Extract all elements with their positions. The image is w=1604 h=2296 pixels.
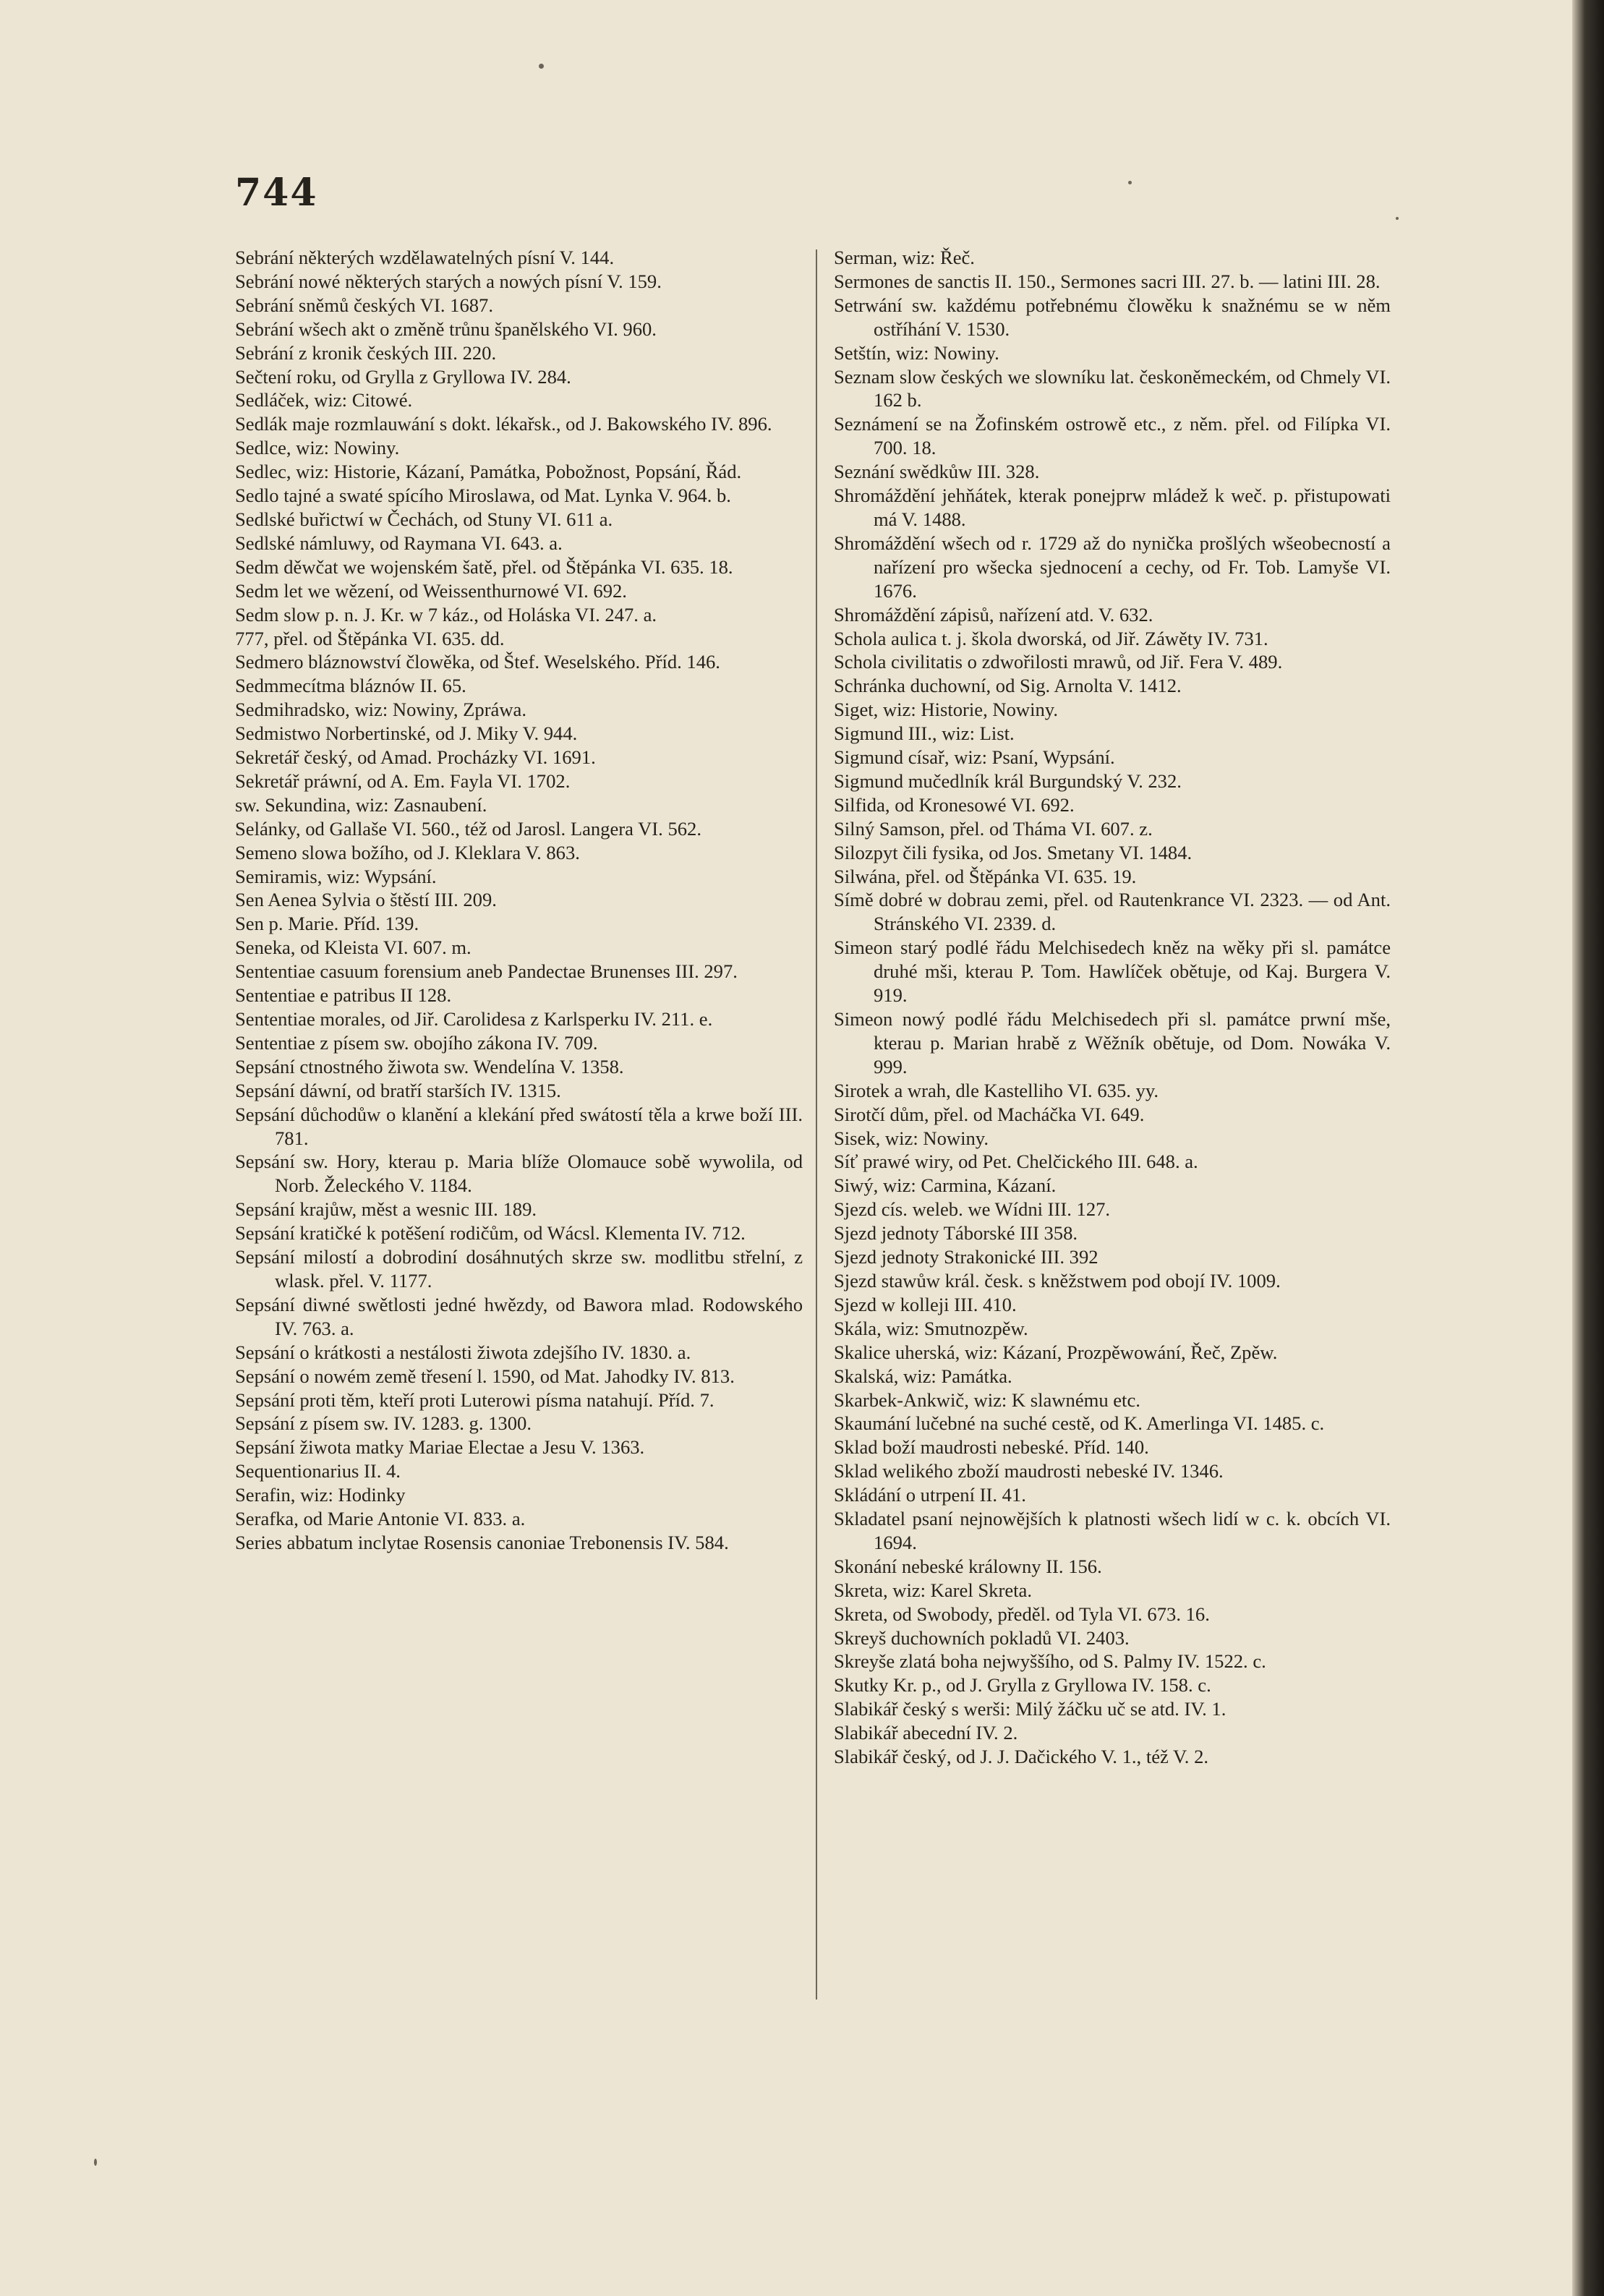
index-entry: Simeon nowý podlé řádu Melchisedech při sl. památce prwní mše, kterau p. Marian hrabě z Wěžník obětuje, od Dom. Nowáka V. 999. bbox=[834, 1008, 1391, 1077]
paper-speck bbox=[1396, 217, 1399, 220]
index-entry: Skreyše zlatá boha nejwyššího, od S. Palmy IV. 1522. c. bbox=[834, 1650, 1266, 1673]
index-entry: Sedlské námluwy, od Raymana VI. 643. a. bbox=[235, 532, 563, 554]
index-entry: Skonání nebeské králowny II. 156. bbox=[834, 1555, 1102, 1577]
index-entry: sw. Sekundina, wiz: Zasnaubení. bbox=[235, 793, 487, 816]
index-entry: Sepsání diwné swětlosti jedné hwězdy, od Bawora mlad. Rodowského IV. 763. a. bbox=[235, 1293, 803, 1339]
index-entry: Sjezd w kolleji III. 410. bbox=[834, 1293, 1017, 1315]
index-entry: Sisek, wiz: Nowiny. bbox=[834, 1127, 989, 1149]
index-entry: Sermones de sanctis II. 150., Sermones sacri III. 27. b. — latini III. 28. bbox=[834, 270, 1381, 292]
index-entry: Sjezd cís. weleb. we Wídni III. 127. bbox=[834, 1198, 1111, 1221]
index-entry: Sedlské buřictwí w Čechách, od Stuny VI. 611 a. bbox=[235, 508, 613, 530]
index-entry: Sedlec, wiz: Historie, Kázaní, Památka, Pobožnost, Popsání, Řád. bbox=[235, 461, 742, 483]
index-entry: Sedm děwčat we wojenském šatě, přel. od Štěpánka VI. 635. 18. bbox=[235, 555, 733, 578]
index-entry: Sjezd jednoty Strakonické III. 392 bbox=[834, 1246, 1099, 1268]
index-entry: Sedlce, wiz: Nowiny. bbox=[235, 437, 400, 459]
index-entry: Sepsání dáwní, od bratří starších IV. 1315. bbox=[235, 1079, 561, 1101]
index-entry: Seznam slow českých we slowníku lat. českoněmeckém, od Chmely VI. 162 b. bbox=[834, 365, 1391, 411]
index-entry: Setrwání sw. každému potřebnému člowěku k snažnému se w něm ostříhání V. 1530. bbox=[834, 294, 1391, 340]
index-entry: Semiramis, wiz: Wypsání. bbox=[235, 865, 437, 887]
index-entry: Skreta, wiz: Karel Skreta. bbox=[834, 1579, 1032, 1601]
page-edge bbox=[1572, 0, 1604, 2296]
index-entry: Sedlo tajné a swaté spícího Miroslawa, od Mat. Lynka V. 964. b. bbox=[235, 485, 731, 507]
index-entry: Sepsání proti těm, kteří proti Luterowi písma natahují. Příd. 7. bbox=[235, 1388, 714, 1411]
index-entry: Seneka, od Kleista VI. 607. m. bbox=[235, 936, 472, 959]
index-entry: Serafin, wiz: Hodinky bbox=[235, 1484, 406, 1506]
index-entry: Shromáždění wšech od r. 1729 až do nynička prošlých wšeobecností a nařízení pro wšecka sjednocení a cechy, od Fr. Tob. Lamyše VI. 1676. bbox=[834, 532, 1391, 602]
index-entry: Siwý, wiz: Carmina, Kázaní. bbox=[834, 1174, 1057, 1197]
index-entry: Sequentionarius II. 4. bbox=[235, 1460, 401, 1482]
index-entry: Sepsání z písem sw. IV. 1283. g. 1300. bbox=[235, 1412, 532, 1435]
index-entry: Skaumání lučebné na suché cestě, od K. Amerlinga VI. 1485. c. bbox=[834, 1412, 1325, 1435]
index-entry: Sigmund císař, wiz: Psaní, Wypsání. bbox=[834, 746, 1115, 769]
index-entry: Sekretář práwní, od A. Em. Fayla VI. 1702. bbox=[235, 769, 571, 792]
index-entry: Silfida, od Kronesowé VI. 692. bbox=[834, 793, 1075, 816]
page-number: 744 bbox=[235, 171, 318, 215]
right-column bbox=[834, 246, 1391, 1769]
index-entry: Sigmund mučedlník král Burgundský V. 232. bbox=[834, 769, 1182, 792]
index-entry: Sepsání ctnostného žiwota sw. Wendelína V. 1358. bbox=[235, 1055, 624, 1077]
index-entry: Skalská, wiz: Památka. bbox=[834, 1365, 1012, 1387]
index-entry: Slabikář český, od J. J. Dačického V. 1., též V. 2. bbox=[834, 1746, 1209, 1768]
paper-speck bbox=[94, 2159, 97, 2166]
index-entry: Sepsání sw. Hory, kterau p. Maria blíže Olomauce sobě wywolila, od Norb. Želeckého V. 1184. bbox=[235, 1151, 803, 1197]
index-entry: Skála, wiz: Smutnozpěw. bbox=[834, 1317, 1028, 1339]
index-entry: Siget, wiz: Historie, Nowiny. bbox=[834, 699, 1058, 721]
index-entry: Sedmistwo Norbertinské, od J. Miky V. 944. bbox=[235, 722, 578, 745]
index-entry: Sepsání kratičké k potěšení rodičům, od Wácsl. Klementa IV. 712. bbox=[235, 1222, 746, 1245]
index-entry: Sepsání milostí a dobrodiní dosáhnutých skrze sw. modlitbu střelní, z wlask. přel. V. 1177. bbox=[235, 1246, 803, 1292]
index-entry: Sedm slow p. n. J. Kr. w 7 káz., od Holáska VI. 247. a. bbox=[235, 603, 657, 626]
index-entry: Sepsání krajůw, měst a wesnic III. 189. bbox=[235, 1198, 537, 1221]
index-entry: Series abbatum inclytae Rosensis canoniae Trebonensis IV. 584. bbox=[235, 1531, 729, 1553]
index-entry: Sepsání žiwota matky Mariae Electae a Jesu V. 1363. bbox=[235, 1436, 645, 1459]
index-entry: Skreta, od Swobody, předěl. od Tyla VI. 673. 16. bbox=[834, 1602, 1210, 1625]
index-entry: Simeon starý podlé řádu Melchisedech kněz na wěky při sl. památce druhé mši, kterau P. Tom. Hawlíček obětuje, od Kaj. Burgera V. 919. bbox=[834, 936, 1391, 1007]
index-entry: Sententiae z písem sw. obojího zákona IV. 709. bbox=[235, 1031, 598, 1054]
index-entry: Seznání swědkůw III. 328. bbox=[834, 461, 1040, 483]
index-entry: Skarbek-Ankwič, wiz: K slawnému etc. bbox=[834, 1388, 1140, 1411]
index-entry: Shromáždění jehňátek, kterak ponejprw mládež k weč. p. přistupowati má V. 1488. bbox=[834, 485, 1391, 530]
index-entry: Sententiae casuum forensium aneb Pandectae Brunenses III. 297. bbox=[235, 960, 738, 983]
index-entry: Sedmero bláznowství člowěka, od Štef. Weselského. Příd. 146. bbox=[235, 651, 720, 673]
index-entry: Sedlák maje rozmlauwání s dokt. lékařsk., od J. Bakowského IV. 896. bbox=[235, 413, 772, 435]
index-entry: Silozpyt čili fysika, od Jos. Smetany VI. 1484. bbox=[834, 841, 1193, 863]
index-entry: Sigmund III., wiz: List. bbox=[834, 722, 1015, 745]
index-entry: Sirotek a wrah, dle Kastelliho VI. 635. yy. bbox=[834, 1079, 1159, 1101]
index-entry: Sententiae morales, od Jiř. Carolidesa z Karlsperku IV. 211. e. bbox=[235, 1008, 713, 1030]
index-entry: 777, přel. od Štěpánka VI. 635. dd. bbox=[235, 627, 505, 649]
index-entry: Schola aulica t. j. škola dworská, od Jiř. Záwěty IV. 731. bbox=[834, 627, 1268, 649]
index-entry: Skládání o utrpení II. 41. bbox=[834, 1484, 1026, 1506]
index-entry: Síť prawé wiry, od Pet. Chelčického III. 648. a. bbox=[834, 1151, 1198, 1173]
index-entry: Sen p. Marie. Příd. 139. bbox=[235, 913, 419, 935]
index-entry: Schránka duchowní, od Sig. Arnolta V. 1412. bbox=[834, 675, 1182, 697]
index-entry: Schola civilitatis o zdwořilosti mrawů, od Jiř. Fera V. 489. bbox=[834, 651, 1283, 673]
index-entry: Símě dobré w dobrau zemi, přel. od Rautenkrance VI. 2323. — od Ant. Stránského VI. 2339. d. bbox=[834, 889, 1391, 935]
paper-speck bbox=[1128, 181, 1132, 184]
index-entry: Serman, wiz: Řeč. bbox=[834, 247, 975, 268]
index-entry: Sen Aenea Sylvia o štěstí III. 209. bbox=[235, 889, 497, 911]
index-entry: Sepsání o nowém země třesení l. 1590, od Mat. Jahodky IV. 813. bbox=[235, 1365, 735, 1387]
index-entry: Sklad welikého zboží maudrosti nebeské IV. 1346. bbox=[834, 1460, 1224, 1482]
index-entry: Sebrání z kronik českých III. 220. bbox=[235, 341, 497, 364]
index-entry: Sebrání nowé některých starých a nowých písní V. 159. bbox=[235, 270, 662, 292]
index-entry: Sepsání důchodůw o klanění a klekání před swátostí těla a krwe boží III. 781. bbox=[235, 1103, 803, 1149]
index-entry: Sebrání sněmů českých VI. 1687. bbox=[235, 294, 493, 316]
index-entry: Sekretář český, od Amad. Procházky VI. 1691. bbox=[235, 746, 596, 769]
index-entry: Sedmihradsko, wiz: Nowiny, Zpráwa. bbox=[235, 699, 527, 721]
index-entry: Sepsání o krátkosti a nestálosti žiwota zdejšího IV. 1830. a. bbox=[235, 1341, 691, 1363]
column-divider bbox=[816, 249, 817, 2000]
index-entry: Shromáždění zápisů, nařízení atd. V. 632. bbox=[834, 603, 1153, 626]
index-entry: Sebrání některých wzdělawatelných písní V. 144. bbox=[235, 247, 615, 268]
paper-speck bbox=[539, 64, 544, 69]
index-entry: Silný Samson, přel. od Tháma VI. 607. z. bbox=[834, 817, 1153, 840]
index-entry: Sententiae e patribus II 128. bbox=[235, 984, 452, 1007]
index-entry: Skalice uherská, wiz: Kázaní, Prozpěwowání, Řeč, Zpěw. bbox=[834, 1341, 1278, 1363]
index-entry: Sedláček, wiz: Citowé. bbox=[235, 389, 413, 411]
index-entry: Sebrání wšech akt o změně trůnu španělského VI. 960. bbox=[235, 317, 657, 340]
index-entry: Seznámení se na Žofinském ostrowě etc., z něm. přel. od Filípka VI. 700. 18. bbox=[834, 413, 1391, 459]
index-entry: Silwána, přel. od Štěpánka VI. 635. 19. bbox=[834, 865, 1137, 887]
index-entry: Serafka, od Marie Antonie VI. 833. a. bbox=[235, 1508, 526, 1530]
index-entry: Sedm let we wězení, od Weissenthurnowé VI. 692. bbox=[235, 579, 627, 602]
index-entry: Slabikář abecední IV. 2. bbox=[834, 1722, 1018, 1744]
index-entry: Selánky, od Gallaše VI. 560., též od Jarosl. Langera VI. 562. bbox=[235, 817, 701, 840]
index-entry: Sjezd jednoty Táborské III 358. bbox=[834, 1222, 1078, 1245]
index-entry: Sirotčí dům, přel. od Macháčka VI. 649. bbox=[834, 1103, 1145, 1125]
left-column bbox=[235, 246, 803, 1555]
index-entry: Semeno slowa božího, od J. Kleklara V. 863. bbox=[235, 841, 580, 863]
index-entry: Setštín, wiz: Nowiny. bbox=[834, 341, 999, 364]
index-entry: Skladatel psaní nejnowějších k platnosti wšech lidí w c. k. obcích VI. 1694. bbox=[834, 1508, 1391, 1553]
index-entry: Skreyš duchowních pokladů VI. 2403. bbox=[834, 1626, 1130, 1649]
index-entry: Sečtení roku, od Grylla z Gryllowa IV. 284. bbox=[235, 365, 571, 388]
index-entry: Sedmmecítma bláznów II. 65. bbox=[235, 675, 466, 697]
index-entry: Skutky Kr. p., od J. Grylla z Gryllowa IV. 158. c. bbox=[834, 1674, 1211, 1697]
index-entry: Sklad boží maudrosti nebeské. Příd. 140. bbox=[834, 1436, 1149, 1459]
index-entry: Slabikář český s werši: Milý žáčku uč se atd. IV. 1. bbox=[834, 1698, 1227, 1720]
index-entry: Sjezd stawůw král. česk. s kněžstwem pod obojí IV. 1009. bbox=[834, 1269, 1281, 1292]
